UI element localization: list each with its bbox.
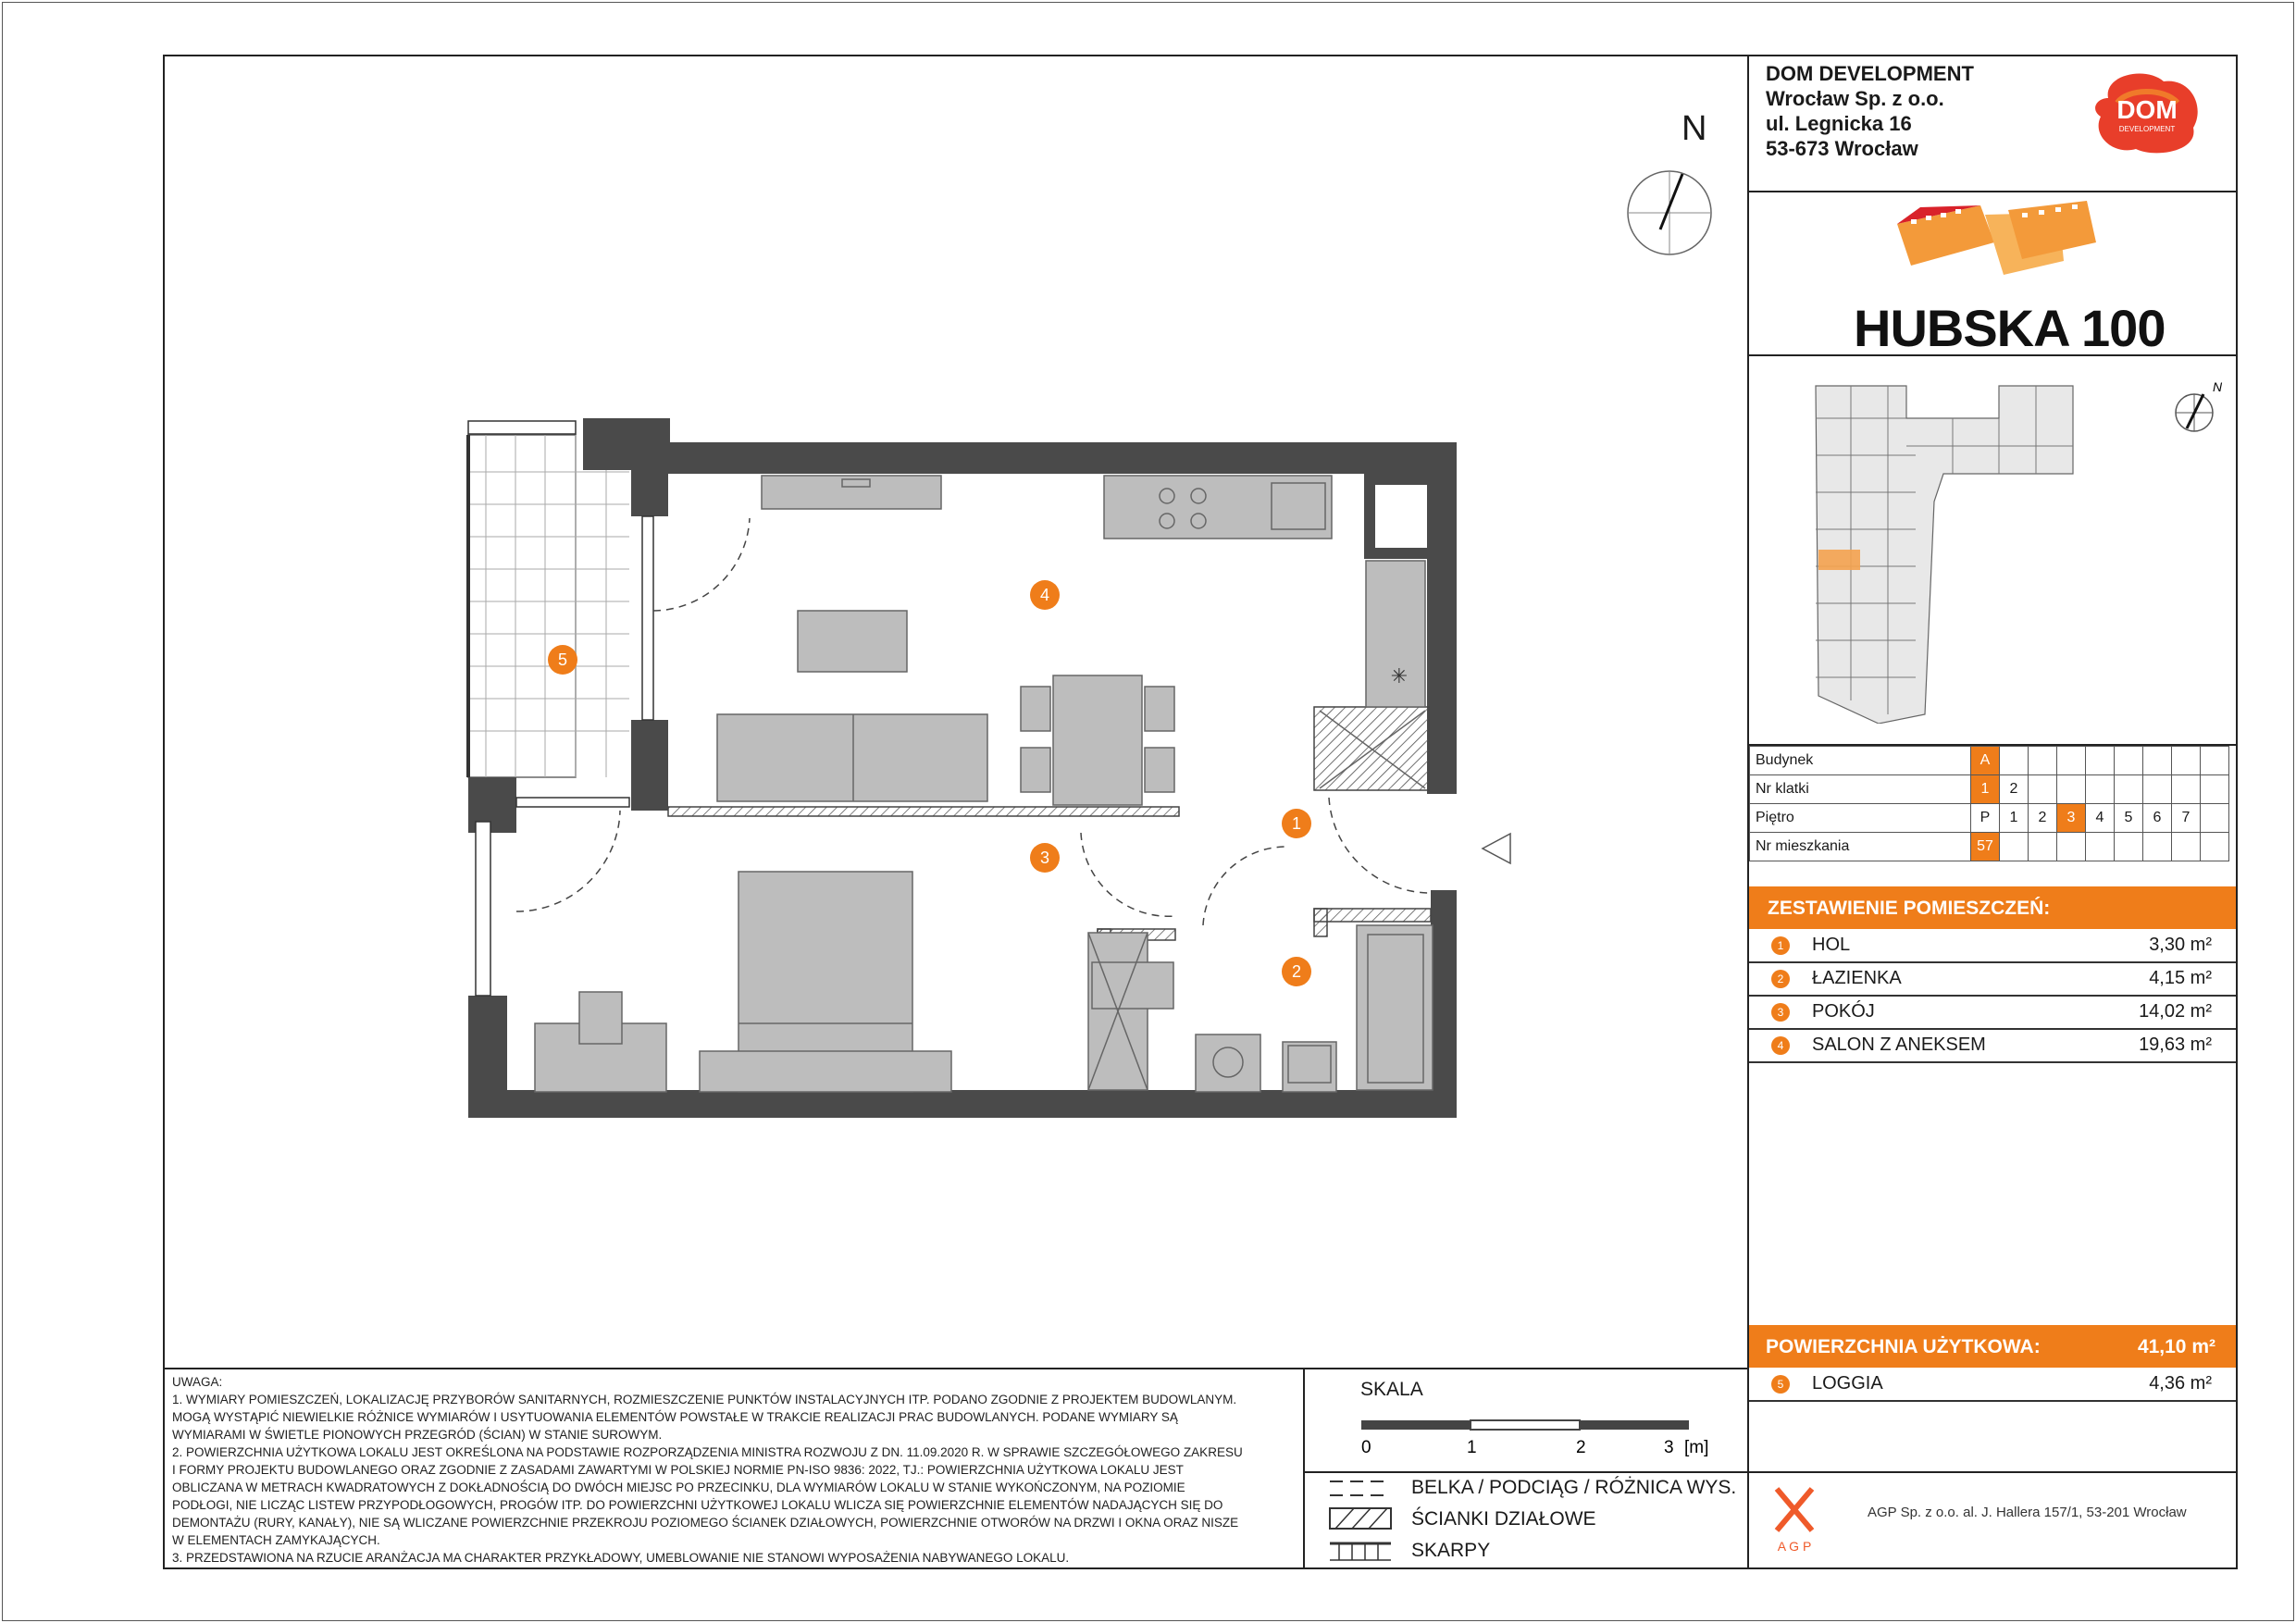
info-row [1750, 747, 2229, 775]
project-name: HUBSKA 100 [1854, 299, 2166, 357]
notes-line: DEMONTAŻU (RURY, KANAŁY), NIE SĄ WLICZANE POWIERZCHNIE PRZEKROJU POZIOMEGO ŚCIANEK DZIAŁOWYCH, POWIERZCHNIE OTWORÓW NA DRZWI I OKNA ORAZ NISZE [172, 1516, 1239, 1530]
floor-plan [463, 416, 1527, 1129]
room-marker-3: 3 [1030, 843, 1060, 873]
info-cell [2029, 833, 2057, 861]
info-cell: 57 [1971, 833, 2000, 861]
company-line2: Wrocław Sp. z o.o. [1766, 87, 1944, 110]
room-marker-1: 1 [1282, 809, 1311, 838]
info-cell [2143, 775, 2172, 804]
notes-line: W ELEMENTACH ZAMYKAJĄCYCH. [172, 1533, 380, 1547]
key-plan-north-label: N [2213, 379, 2223, 394]
info-cell: 1 [1971, 775, 2000, 804]
room-row [1749, 996, 2236, 1030]
info-cell [2086, 775, 2115, 804]
info-row [1750, 833, 2229, 861]
info-row-label: Nr klatki [1750, 775, 1971, 804]
info-cell [2201, 775, 2229, 804]
room-number: 1 [1771, 936, 1790, 955]
legend-slopes-label: SKARPY [1411, 1540, 1491, 1561]
info-cell: 6 [2143, 804, 2172, 833]
legend-beam-symbol [1328, 1477, 1393, 1501]
notes-title: UWAGA: [172, 1375, 223, 1389]
notes-line: PODŁOGI, NIE LICZĄC LISTEW PRZYPODŁOGOWYCH, PROGÓW ITP. DO POWIERZCHNI UŻYTKOWEJ LOKALU WLICZA SIĘ POWIERZCHNIE ELEMENTÓW NADAJĄCYCH SIĘ DO [172, 1498, 1223, 1512]
room-area: 4,15 m² [2149, 968, 2212, 988]
company-address [1766, 61, 1974, 161]
scale-legend-divider [1303, 1471, 1747, 1473]
agp-logo-text: A G P [1777, 1539, 1812, 1554]
info-row [1750, 804, 2229, 833]
info-cell [2057, 833, 2086, 861]
notes-lines [172, 1391, 1301, 1567]
notes-line: I FORMY PROJEKTU BUDOWLANEGO ORAZ ZGODNIE Z ZASADAMI ZAWARTYMI W POLSKIEJ NORMIE PN-ISO 9836: 2022, TJ.: POWIERZCHNIA UŻYTKOWA LOKALU JEST [172, 1463, 1184, 1477]
info-cell [2201, 747, 2229, 775]
key-plan-compass [2170, 378, 2226, 433]
scale-tick-2: 2 [1576, 1438, 1586, 1457]
rooms-header-label: ZESTAWIENIE POMIESZCZEŃ: [1768, 898, 2051, 919]
info-row-label: Budynek [1750, 747, 1971, 775]
room-marker-4: 4 [1030, 580, 1060, 610]
loggia-area: 4,36 m² [2149, 1373, 2212, 1394]
legend-partitions-symbol [1328, 1506, 1393, 1530]
info-cell [2115, 747, 2143, 775]
total-area-label: POWIERZCHNIA UŻYTKOWA: [1766, 1336, 2041, 1357]
info-cell [2086, 833, 2115, 861]
notes-line: OBLICZANA W METRACH KWADRATOWYCH Z DOKŁADNOŚCIĄ DO DWÓCH MIEJSC PO PRZECINKU, DLA WYMIARÓW LOKALU W STANIE WYKOŃCZONYM, NA POZIOMIE [172, 1481, 1185, 1494]
room-name: HOL [1812, 935, 1851, 955]
info-cell [2143, 833, 2172, 861]
info-cell [2172, 833, 2201, 861]
info-cell [2143, 747, 2172, 775]
info-cell: P [1971, 804, 2000, 833]
rooms-header [1749, 886, 2236, 929]
info-cell [2000, 833, 2029, 861]
company-line4: 53-673 Wrocław [1766, 137, 1918, 160]
info-cell [2057, 747, 2086, 775]
info-cell [2029, 775, 2057, 804]
notes-line: 1. WYMIARY POMIESZCZEŃ, LOKALIZACJĘ PRZYBORÓW SANITARNYCH, ROZMIESZCZENIE PUNKTÓW INSTALACYJNYCH ITP. PODANO ZGODNIE Z PROJEKTEM BUDOWLANYM. [172, 1393, 1237, 1406]
total-area-value: 41,10 m² [2137, 1336, 2215, 1357]
room-number: 4 [1771, 1036, 1790, 1055]
company-line3: ul. Legnicka 16 [1766, 112, 1912, 135]
dom-development-logo [2090, 70, 2204, 155]
north-label: N [1682, 109, 1707, 148]
info-row-label: Nr mieszkania [1750, 833, 1971, 861]
agp-address: AGP Sp. z o.o. al. J. Hallera 157/1, 53-201 Wrocław [1868, 1505, 2187, 1520]
info-cell [2201, 804, 2229, 833]
tb-line-1 [1747, 191, 2238, 192]
info-cell [2057, 775, 2086, 804]
info-cell: 1 [2000, 804, 2029, 833]
room-number: 3 [1771, 1003, 1790, 1022]
scale-tick-0: 0 [1361, 1438, 1371, 1457]
scale-tick-3: 3 [1664, 1438, 1674, 1457]
scale-bar [1359, 1416, 1710, 1462]
info-cell [2029, 747, 2057, 775]
room-row [1749, 929, 2236, 963]
unit-info-table [1749, 746, 2229, 861]
room-name: ŁAZIENKA [1812, 968, 1902, 988]
notes-line: 2. POWIERZCHNIA UŻYTKOWA LOKALU JEST OKREŚLONA NA PODSTAWIE ROZPORZĄDZENIA MINISTRA ROZWOJU Z DN. 11.09.2020 R. W SPRAWIE SZCZEGÓŁOWEGO ZAKRESU [172, 1445, 1243, 1459]
notes-line: 3. PRZEDSTAWIONA NA RZUCIE ARANŻACJA MA CHARAKTER PRZYKŁADOWY, UMEBLOWANIE NIE STANOWI WYPOSAŻENIA NABYWANEGO LOKALU. [172, 1551, 1070, 1565]
legend-beam-label: BELKA / PODCIĄG / RÓŻNICA WYS. [1411, 1477, 1737, 1498]
logo-main-text: DOM [2116, 95, 2178, 124]
room-area: 3,30 m² [2149, 935, 2212, 955]
info-cell: 3 [2057, 804, 2086, 833]
room-row [1749, 1029, 2236, 1063]
svg-text:✳: ✳ [1390, 665, 1409, 688]
info-cell: 2 [2029, 804, 2057, 833]
hubska-ribbon-logo [1893, 196, 2105, 289]
compass-rose [1625, 167, 1718, 259]
tb-line-4 [1747, 1471, 2238, 1473]
room-name: SALON Z ANEKSEM [1812, 1035, 1986, 1055]
logo-sub-text: DEVELOPMENT [2118, 125, 2176, 133]
info-cell [2115, 833, 2143, 861]
info-cell [2086, 747, 2115, 775]
room-marker-2: 2 [1282, 957, 1311, 986]
info-cell: 5 [2115, 804, 2143, 833]
loggia-area-drawing [468, 421, 629, 777]
room-area: 19,63 m² [2139, 1035, 2212, 1055]
info-cell [2201, 833, 2229, 861]
scale-unit: [m] [1684, 1438, 1709, 1457]
agp-logo [1768, 1484, 1823, 1558]
scale-divider [1303, 1368, 1305, 1569]
scale-title: SKALA [1360, 1379, 1423, 1400]
info-cell: 4 [2086, 804, 2115, 833]
info-row-label: Piętro [1750, 804, 1971, 833]
notes-line: WYMIARAMI W ŚWIETLE PIONOWYCH PRZEGRÓD (ŚCIAN) W STANIE SUROWYM. [172, 1428, 663, 1442]
notes-divider [163, 1368, 1747, 1369]
building-key-plan [1814, 381, 2082, 724]
room-name: POKÓJ [1812, 1001, 1875, 1022]
legend-partitions-label: ŚCIANKI DZIAŁOWE [1411, 1508, 1596, 1530]
info-row [1750, 775, 2229, 804]
info-cell: A [1971, 747, 2000, 775]
room-marker-5: 5 [548, 645, 577, 675]
loggia-number: 5 [1771, 1375, 1790, 1394]
info-cell [2115, 775, 2143, 804]
scale-tick-1: 1 [1467, 1438, 1477, 1457]
room-row [1749, 962, 2236, 997]
company-name: DOM DEVELOPMENT [1766, 62, 1974, 85]
info-cell [2172, 747, 2201, 775]
info-cell: 7 [2172, 804, 2201, 833]
notes [172, 1373, 1301, 1567]
info-cell [2000, 747, 2029, 775]
loggia-row [1749, 1368, 2236, 1402]
total-area-bar [1749, 1325, 2236, 1368]
loggia-name: LOGGIA [1812, 1373, 1883, 1394]
room-area: 14,02 m² [2139, 1001, 2212, 1022]
notes-line: MOGĄ WYSTĄPIĆ NIEWIELKIE RÓŻNICE WYMIARÓW I USYTUOWANIA ELEMENTÓW POWSTAŁE W TRAKCIE REALIZACJI PRAC BUDOWLANYCH. PODANE WYMIARY SĄ [172, 1410, 1178, 1424]
room-number: 2 [1771, 970, 1790, 988]
info-cell: 2 [2000, 775, 2029, 804]
legend-slopes-symbol [1328, 1540, 1393, 1564]
info-cell [2172, 775, 2201, 804]
